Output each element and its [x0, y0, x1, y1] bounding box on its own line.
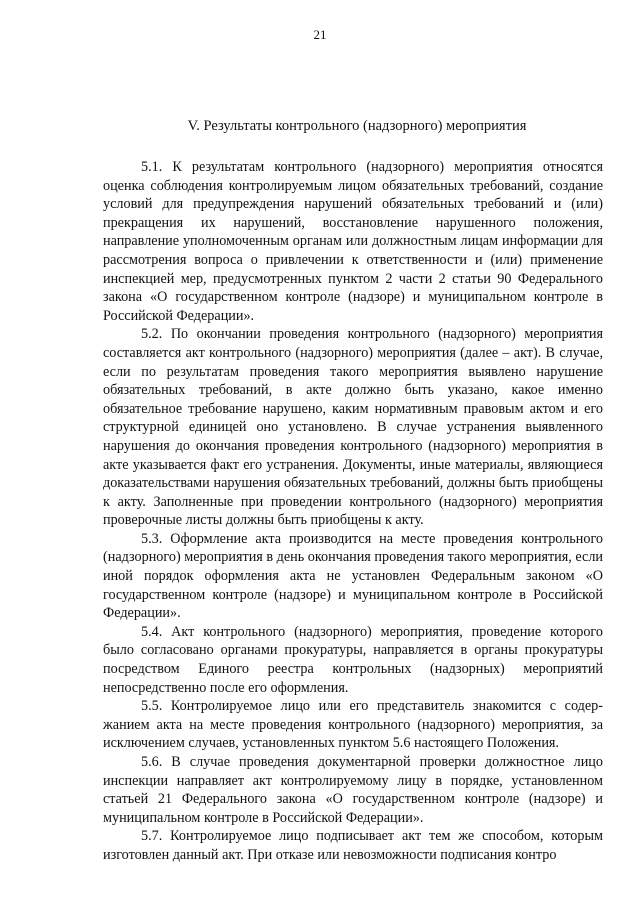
section-title: V. Результаты контрольного (надзорного) мероприятия: [187, 118, 527, 134]
paragraph-5-4: 5.4. Акт контрольного (надзорного) мероприятия, проведение которого было согласовано органами прокуратуры, направляется в органы прокуратуры посредством Единого реестра контрольных (надзорных) мероприятий непосредственно после его оформления.: [103, 623, 603, 696]
paragraph-5-3: 5.3. Оформление акта производится на месте проведения контрольного (надзорного) мероприятия в день окончания проведения такого мероприятия, если иной порядок оформления акта не установлен Федеральным законом «О государственном контроле (надзоре) и муниципальном контроле в Российской Федерации».: [103, 530, 603, 622]
paragraph-5-1: 5.1. К результатам контрольного (надзорного) мероприятия относятся оценка соблюдения контролируемым лицом обязательных требований, создание условий для предупреждения нарушений обязательных требований и (или) прекращения их нарушений, восстановление нарушенного положения, направление уполномоченным органам или должностным лицам информации для рассмотрения вопроса о привлечении к ответственности и (или) применение инспекцией мер, предусмотренных пунктом 2 части 2 статьи 90 Федерального закона «О государственном контроле (надзоре) и муниципальном контроле в Российской Федерации».: [103, 159, 603, 324]
paragraph-5-2: 5.2. По окончании проведения контрольного (надзорного) мероприятия составляется акт контрольного (надзорного) мероприятия (далее – акт). В случае, если по результатам проведения такого мероприятия выявлено нарушение обязательных требований, в акте должно быть указано, какое именно обязательное требование нарушено, каким нормативным правовым актом и его структурной единицей оно установлено. В случае устранения выявленного нарушения до окончания проведения контрольного (надзорного) мероприятия в акте указывается факт его устранения. Документы, иные материалы, являющиеся доказательствами нарушения обязательных требований, должны быть приобщены к акту. Заполненные при проведении контрольного (надзорного) мероприятия проверочные листы должны быть приобщены к акту.: [103, 326, 603, 529]
paragraph-5-7: 5.7. Контролируемое лицо подписывает акт тем же способом, которым изготовлен данный акт. При отказе или невозможности подписания контро: [103, 828, 603, 863]
document-body: [103, 117, 603, 865]
paragraph-5-5: 5.5. Контролируемое лицо или его представитель знакомится с содержанием акта на месте проведения контрольного (надзорного) мероприятия, за исключением случаев, установленных пунктом 5.6 настоящего Положения.: [103, 698, 603, 752]
paragraph-5-6: 5.6. В случае проведения документарной проверки должностное лицо инспекции направляет акт контролируемому лицу в порядке, установленном статьей 21 Федерального закона «О государственном контроле (надзоре) и муниципальном контроле в Российской Федерации».: [103, 754, 603, 826]
page-number: 21: [313, 27, 327, 42]
